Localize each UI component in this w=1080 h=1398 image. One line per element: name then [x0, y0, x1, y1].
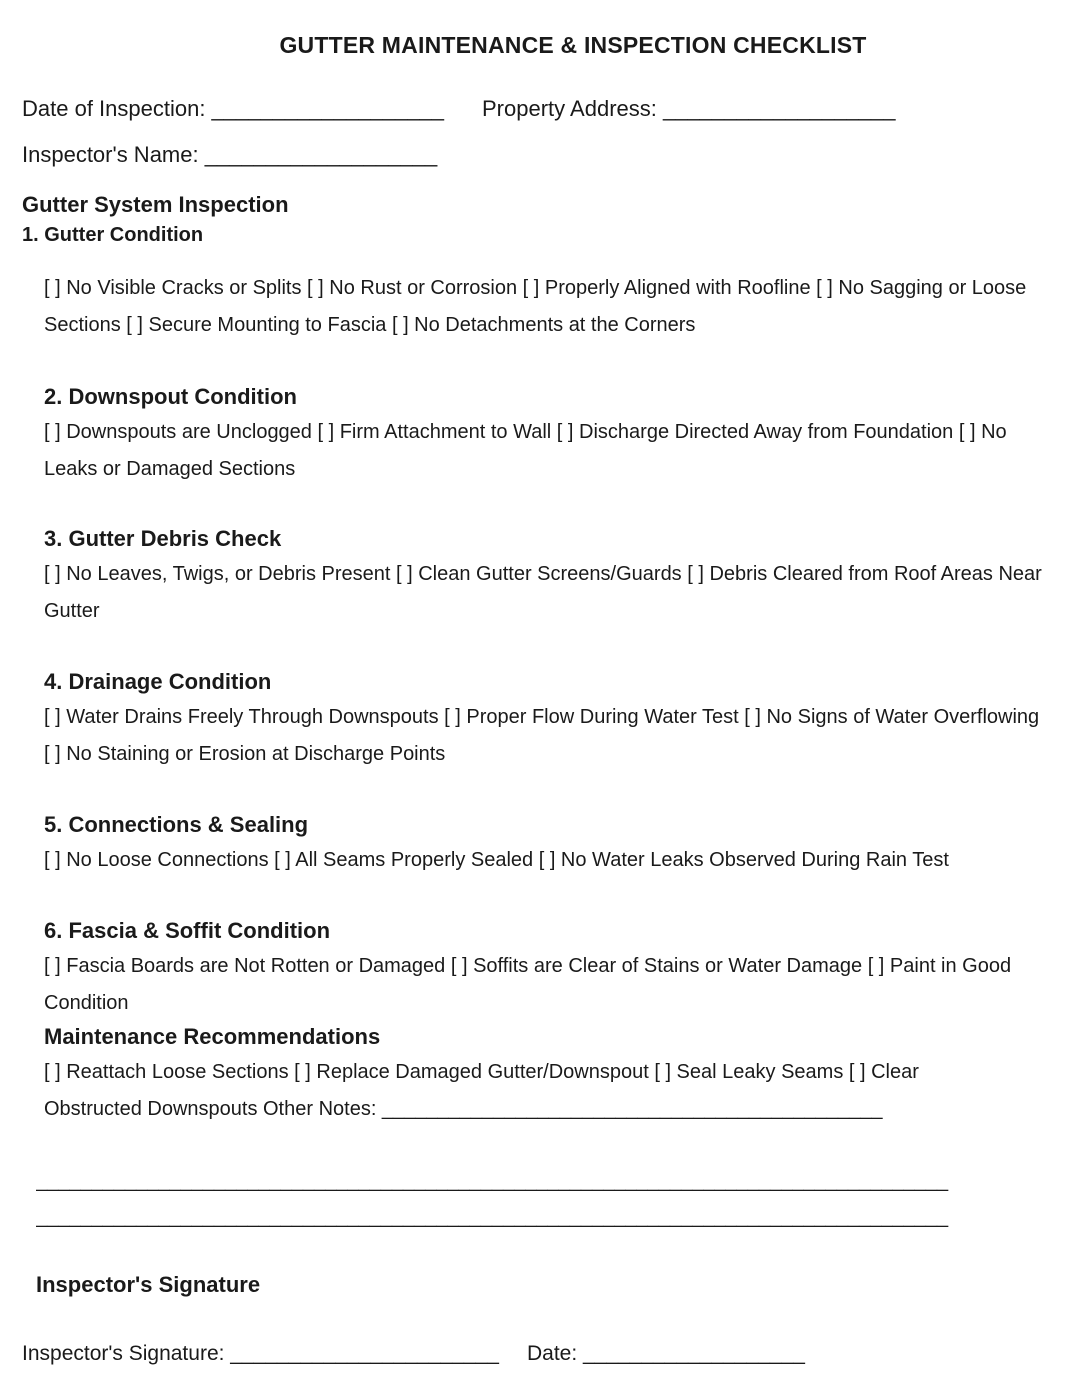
date-of-inspection-field[interactable]: Date of Inspection: ___________________	[22, 96, 445, 121]
section-heading-gutter-debris-check: 3. Gutter Debris Check	[44, 526, 282, 551]
maintenance-items: [ ] Reattach Loose Sections [ ] Replace Damaged Gutter/Downspout [ ] Seal Leaky Seams [ ] Clear Obstructed Downspouts Other Notes: _____________________________________________	[44, 1061, 919, 1120]
section-items-fascia-soffit: [ ] Fascia Boards are Not Rotten or Damaged [ ] Soffits are Clear of Stains or Water Damage [ ] Paint in Good Condition	[44, 955, 1012, 1014]
section-heading-drainage-condition: 4. Drainage Condition	[44, 669, 272, 694]
section-title: Gutter System Inspection	[22, 192, 289, 217]
notes-line[interactable]: __________________________________________________________________________________	[36, 1206, 949, 1228]
section-items-downspout-condition: [ ] Downspouts are Unclogged [ ] Firm Attachment to Wall [ ] Discharge Directed Away from Foundation [ ] No Leaks or Damaged Sections	[44, 421, 1007, 480]
signature-date-field[interactable]: Date: ___________________	[527, 1342, 805, 1365]
notes-line[interactable]: __________________________________________________________________________________	[36, 1170, 949, 1192]
property-address-field[interactable]: Property Address: ___________________	[482, 96, 896, 121]
section-items-drainage-condition: [ ] Water Drains Freely Through Downspouts [ ] Proper Flow During Water Test [ ] No Signs of Water Overflowing [ ] No Staining or Erosion at Discharge Points	[44, 706, 1040, 765]
section-heading-fascia-soffit: 6. Fascia & Soffit Condition	[44, 918, 331, 943]
section-heading-downspout-condition: 2. Downspout Condition	[44, 384, 297, 409]
maintenance-heading: Maintenance Recommendations	[44, 1024, 381, 1049]
section-items-gutter-debris-check: [ ] No Leaves, Twigs, or Debris Present [ ] Clean Gutter Screens/Guards [ ] Debris Cleared from Roof Areas Near Gutter	[44, 563, 1042, 622]
section-heading-connections-sealing: 5. Connections & Sealing	[44, 812, 309, 837]
inspector-name-field[interactable]: Inspector's Name: ___________________	[22, 142, 438, 167]
inspector-signature-field[interactable]: Inspector's Signature: _______________________	[22, 1342, 499, 1365]
section-items-connections-sealing: [ ] No Loose Connections [ ] All Seams Properly Sealed [ ] No Water Leaks Observed During Rain Test	[44, 849, 949, 871]
page-title: GUTTER MAINTENANCE & INSPECTION CHECKLIST	[279, 32, 867, 58]
signature-heading: Inspector's Signature	[36, 1272, 261, 1297]
section-items-gutter-condition: [ ] No Visible Cracks or Splits [ ] No Rust or Corrosion [ ] Properly Aligned with Roofline [ ] No Sagging or Loose Sections [ ] Secure Mounting to Fascia [ ] No Detachments at the Corners	[44, 277, 1027, 336]
section-heading-gutter-condition: 1. Gutter Condition	[22, 224, 204, 246]
